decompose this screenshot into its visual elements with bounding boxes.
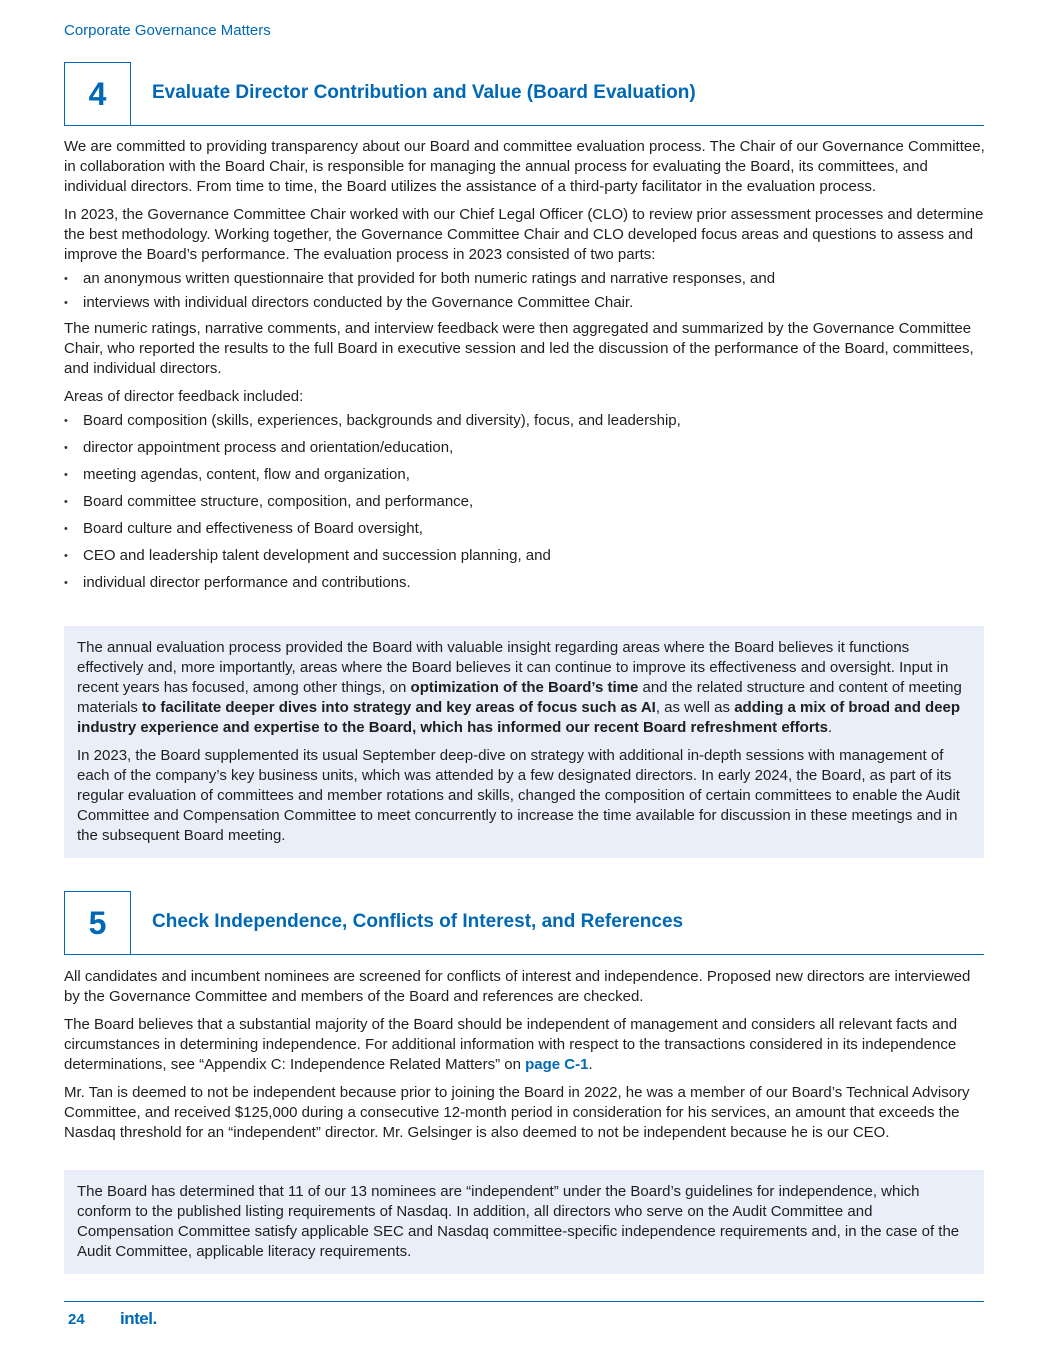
paragraph: We are committed to providing transparency about our Board and committee evaluation process. The Chair of our Governance Committee, in collaboration with the Board Chair, is responsible for managing the annual process for evaluating the Board, its committees, and individual directors. From time to time, the Board utilizes the assistance of a third-party facilitator in the evaluation process. [64, 138, 985, 195]
board-evaluation-callout [64, 626, 984, 858]
paragraph: All candidates and incumbent nominees are screened for conflicts of interest and independence. Proposed new directors are interviewed by the Governance Committee and members of the Board and references are checked. [64, 968, 971, 1005]
list-item: • meeting agendas, content, flow and organization, [64, 465, 986, 492]
section-4-header [64, 62, 984, 126]
paragraph: Mr. Tan is deemed to not be independent because prior to joining the Board in 2022, he was a member of our Board’s Technical Advisory Committee, and received $125,000 during a consecutive 12-month period in consideration for his services, an amount that exceeds the Nasdaq threshold for an “independent” director. Mr. Gelsinger is also deemed to not be independent because he is our CEO. [64, 1084, 970, 1141]
running-header: Corporate Governance Matters [64, 22, 271, 39]
section-5-body [64, 967, 986, 1143]
feedback-areas-list [64, 411, 986, 600]
page-number: 24 [68, 1311, 85, 1328]
list-item: • CEO and leadership talent development and succession planning, and [64, 546, 986, 573]
intel-logo: intel. [120, 1309, 157, 1328]
callout-paragraph: The Board has determined that 11 of our 13 nominees are “independent” under the Board’s guidelines for independence, which conform to the published listing requirements of Nasdaq. In addition, all directors who serve on the Audit Committee and Compensation Committee satisfy applicable SEC and Nasdaq committee-specific independence requirements and, in the case of the Audit Committee, applicable literacy requirements. [77, 1183, 960, 1260]
section-5-title: Check Independence, Conflicts of Interest, and References [152, 911, 684, 932]
list-item: • Board committee structure, composition, and performance, [64, 492, 986, 519]
paragraph: The Board believes that a substantial majority of the Board should be independent of management and considers all relevant facts and circumstances in determining independence. For additional information with respect to the transactions considered in its independence determinations, see “Appendix C: Independence Related Matters” on page C-1. [64, 1016, 958, 1073]
paragraph: Areas of director feedback included: [64, 388, 304, 405]
section-4-body [64, 137, 986, 602]
list-item: • interviews with individual directors conducted by the Governance Committee Chair. [64, 293, 986, 317]
callout-paragraph: In 2023, the Board supplemented its usual September deep-dive on strategy with additional in-depth sessions with management of each of the company’s key business units, which was attended by a few designated directors. In early 2024, the Board, as part of its regular evaluation of committees and member rotations and skills, changed the composition of certain committees to enable the Audit Committee and Compensation Committee to meet concurrently to increase the time available for discussion in these meetings and in the subsequent Board meeting. [77, 747, 960, 844]
independence-callout [64, 1170, 984, 1274]
section-4-number: 4 [64, 62, 131, 126]
list-item: • director appointment process and orientation/education, [64, 438, 986, 465]
section-5-header [64, 891, 984, 955]
paragraph: The numeric ratings, narrative comments, and interview feedback were then aggregated and summarized by the Governance Committee Chair, who reported the results to the full Board in executive session and led the discussion of the performance of the Board, committees, and individual directors. [64, 320, 974, 377]
evaluation-parts-list [64, 269, 986, 317]
list-item: • individual director performance and contributions. [64, 573, 986, 600]
list-item: • Board composition (skills, experiences, backgrounds and diversity), focus, and leadership, [64, 411, 986, 438]
callout-paragraph: The annual evaluation process provided the Board with valuable insight regarding areas where the Board believes it functions effectively and, more importantly, areas where the Board believes it can continue to improve its effectiveness and oversight. Input in recent years has focused, among other things, on optimization of the Board’s time and the related structure and content of meeting materials to facilitate deeper dives into strategy and key areas of focus such as AI, as well as adding a mix of broad and deep industry experience and expertise to the Board, which has informed our recent Board refreshment efforts. [77, 639, 962, 736]
list-item: • an anonymous written questionnaire that provided for both numeric ratings and narrative responses, and [64, 269, 986, 293]
section-5-number: 5 [64, 891, 131, 955]
section-4-title: Evaluate Director Contribution and Value (Board Evaluation) [152, 82, 696, 103]
list-item: • Board culture and effectiveness of Board oversight, [64, 519, 986, 546]
page-c1-link[interactable]: page C-1 [525, 1056, 589, 1073]
paragraph: In 2023, the Governance Committee Chair worked with our Chief Legal Officer (CLO) to review prior assessment processes and determine the best methodology. Working together, the Governance Committee Chair and CLO developed focus areas and questions to assess and improve the Board’s performance. The evaluation process in 2023 consisted of two parts: [64, 206, 984, 263]
footer-divider [64, 1301, 984, 1302]
